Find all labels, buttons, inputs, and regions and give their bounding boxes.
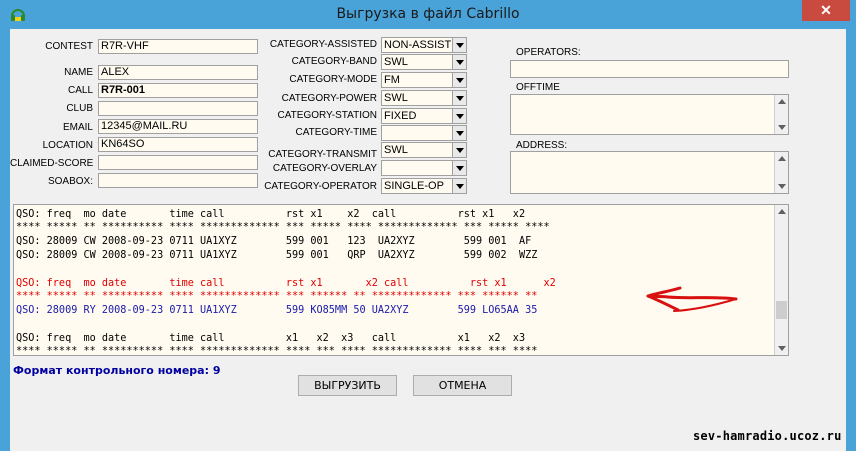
category-assisted-label: CATEGORY-ASSISTED [269, 39, 377, 50]
category-operator-label: CATEGORY-OPERATOR [264, 181, 377, 192]
window-title: Выгрузка в файл Cabrillo [336, 6, 520, 22]
category-overlay-label: CATEGORY-OVERLAY [272, 163, 377, 174]
category-mode-label: CATEGORY-MODE [289, 74, 377, 85]
call-label: CALL [67, 85, 93, 96]
category-station-label: CATEGORY-STATION [277, 110, 377, 121]
location-label: LOCATION [42, 140, 93, 151]
log-line: QSO: 28009 CW 2008-09-23 0711 UA1XYZ 599 001 QRP UA2XYZ 599 002 WZZ [16, 250, 538, 261]
club-label: CLUB [66, 103, 93, 114]
export-button[interactable]: ВЫГРУЗИТЬ [298, 375, 397, 396]
cancel-button[interactable]: ОТМЕНА [413, 375, 512, 396]
category-band-label: CATEGORY-BAND [291, 56, 377, 67]
email-field[interactable]: 12345@MAIL.RU [98, 119, 258, 134]
log-line: **** ***** ** ********** **** ************* *** ***** **** ************* *** ***** **** [16, 222, 550, 233]
log-line: **** ***** ** ********** **** ************* **** *** **** ************* **** *** **** [16, 346, 538, 356]
category-station-value: FIXED [384, 110, 417, 122]
contest-field[interactable]: R7R-VHF [98, 39, 258, 54]
close-icon: ✕ [820, 2, 832, 18]
call-field[interactable]: R7R-001 [98, 83, 258, 98]
operators-label: OPERATORS: [516, 47, 581, 58]
control-number-format-status: Формат контрольного номера: 9 [13, 364, 221, 377]
category-transmit-label: CATEGORY-TRANSMIT [268, 149, 377, 160]
soabox-label: SOABOX: [47, 176, 93, 187]
log-line-example: QSO: 28009 RY 2008-09-23 0711 UA1XYZ 599 KO85MM 50 UA2XYZ 599 LO65AA 35 [16, 305, 538, 316]
category-transmit-value: SWL [384, 144, 408, 156]
category-mode-value: FM [384, 74, 400, 86]
location-field[interactable]: KN64SO [98, 137, 258, 152]
site-watermark: sev-hamradio.ucoz.ru [693, 429, 842, 443]
name-field[interactable]: ALEX [98, 65, 258, 80]
category-operator-value: SINGLE-OP [384, 180, 444, 192]
contest-label: CONTEST [45, 41, 93, 52]
category-band-value: SWL [384, 56, 408, 68]
offtime-label: OFFTIME [516, 82, 560, 93]
category-assisted-value: NON-ASSIST [384, 39, 452, 51]
log-line: QSO: freq mo date time call x1 x2 x3 call x1 x2 x3 [16, 333, 526, 344]
log-line: QSO: freq mo date time call rst x1 x2 call rst x1 x2 [16, 209, 526, 220]
address-label: ADDRESS: [516, 140, 568, 151]
log-line-highlighted: QSO: freq mo date time call rst x1 x2 call rst x1 x2 [16, 278, 556, 289]
email-label: EMAIL [62, 122, 93, 133]
category-time-label: CATEGORY-TIME [295, 127, 377, 138]
category-power-value: SWL [384, 92, 408, 104]
name-label: NAME [64, 67, 93, 78]
log-line: QSO: 28009 CW 2008-09-23 0711 UA1XYZ 599 001 123 UA2XYZ 599 001 AF [16, 236, 532, 247]
log-line-highlighted: **** ***** ** ********** **** ************* *** ****** ** ************* *** ****** ** [16, 291, 538, 302]
category-power-label: CATEGORY-POWER [281, 93, 377, 104]
claimed-score-label: CLAIMED-SCORE [10, 158, 94, 169]
